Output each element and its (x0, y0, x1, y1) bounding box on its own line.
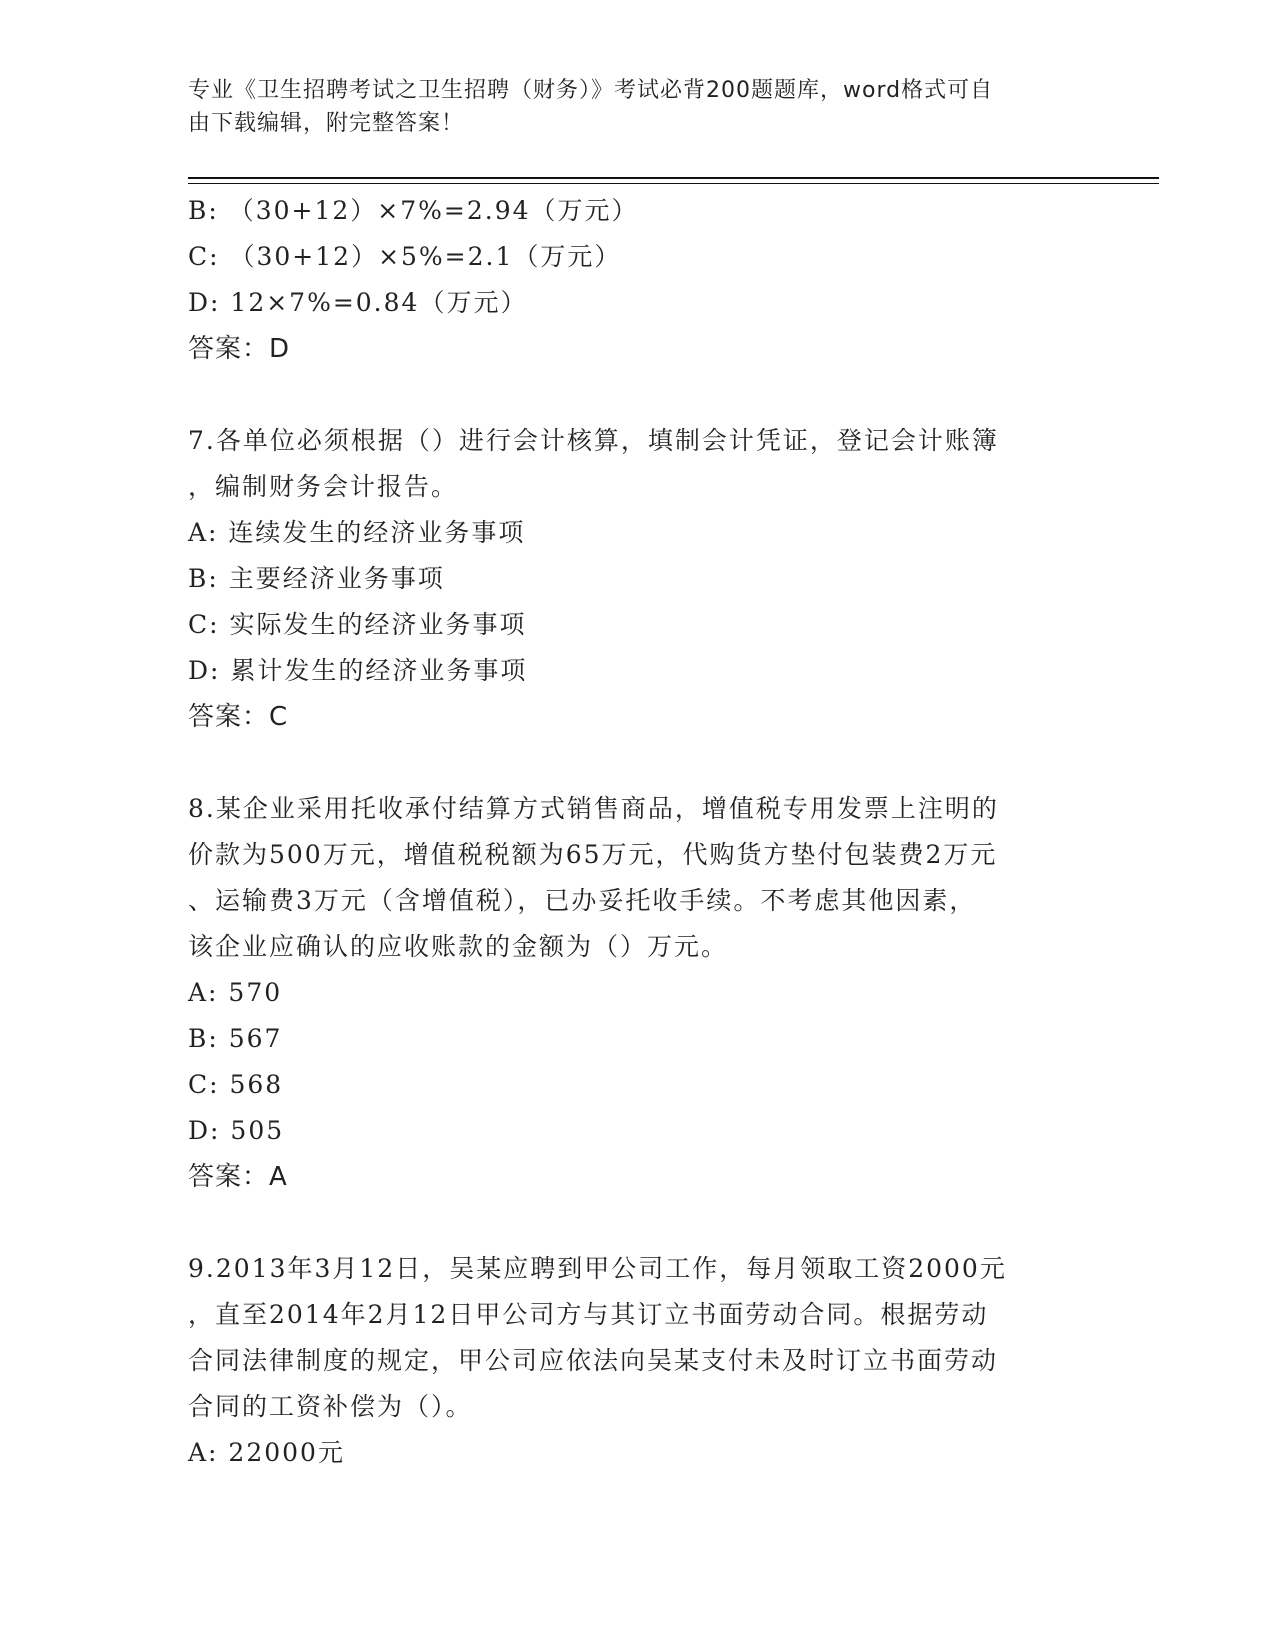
question-stem: 合同法律制度的规定，甲公司应依法向吴某支付未及时订立书面劳动 (188, 1346, 999, 1375)
option-b: B: 567 (188, 1024, 283, 1053)
answer-line: 答案：D (188, 334, 291, 364)
option-d: D: 505 (188, 1116, 285, 1145)
question-7 (188, 418, 1088, 740)
option-d: D: 12×7%=0.84（万元） (188, 288, 528, 317)
option-b: B: 主要经济业务事项 (188, 564, 445, 593)
question-stem: 8.某企业采用托收承付结算方式销售商品，增值税专用发票上注明的 (188, 794, 999, 823)
option-a: A: 22000元 (188, 1438, 345, 1467)
header-line-2: 由下载编辑，附完整答案！ (188, 111, 465, 136)
question-9 (188, 1246, 1088, 1476)
question-stem: 价款为500万元，增值税税额为65万元，代购货方垫付包装费2万元 (188, 840, 998, 869)
option-a: A: 570 (188, 978, 283, 1007)
option-c: C: 实际发生的经济业务事项 (188, 610, 527, 639)
header-rule-thin (188, 183, 1159, 184)
question-stem: 、运输费3万元（含增值税），已办妥托收手续。不考虑其他因素， (188, 886, 977, 915)
document-body (188, 188, 1088, 1476)
question-8 (188, 786, 1088, 1200)
answer-line: 答案：A (188, 1162, 288, 1192)
question-6 (188, 188, 1088, 372)
header-line-1: 专业《卫生招聘考试之卫生招聘（财务）》考试必背200题题库，word格式可自 (188, 78, 994, 103)
spacer (188, 740, 1088, 786)
question-stem: ，编制财务会计报告。 (188, 472, 459, 501)
option-c: C: （30+12）×5%=2.1（万元） (188, 242, 622, 271)
document-header (188, 74, 1088, 140)
question-stem: 7.各单位必须根据（）进行会计核算，填制会计凭证，登记会计账簿 (188, 426, 999, 455)
question-stem: 该企业应确认的应收账款的金额为（）万元。 (188, 932, 729, 961)
option-a: A: 连续发生的经济业务事项 (188, 518, 526, 547)
option-d: D: 累计发生的经济业务事项 (188, 656, 528, 685)
option-b: B: （30+12）×7%=2.94（万元） (188, 196, 639, 225)
answer-line: 答案：C (188, 702, 289, 732)
spacer (188, 1200, 1088, 1246)
question-stem: 合同的工资补偿为（）。 (188, 1392, 473, 1421)
spacer (188, 372, 1088, 418)
question-stem: ，直至2014年2月12日甲公司方与其订立书面劳动合同。根据劳动 (188, 1300, 989, 1329)
option-c: C: 568 (188, 1070, 284, 1099)
header-rule-thick (188, 177, 1159, 179)
question-stem: 9.2013年3月12日，吴某应聘到甲公司工作，每月领取工资2000元 (188, 1254, 1007, 1283)
